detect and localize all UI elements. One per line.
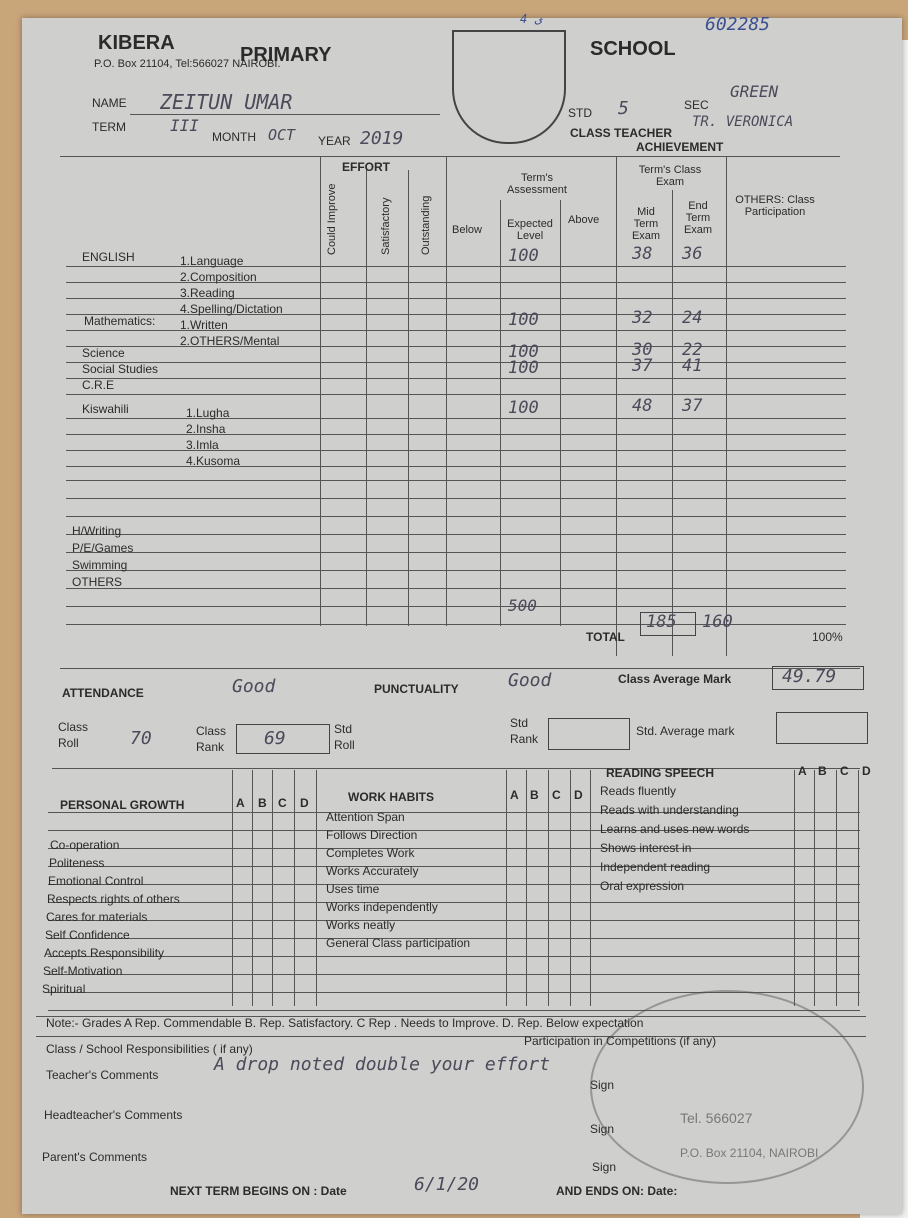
std-value: 5 xyxy=(618,98,629,119)
grade-column-line xyxy=(548,770,549,1006)
reading-speech-item: Independent reading xyxy=(600,860,711,874)
work-habits-title: WORK HABITS xyxy=(348,790,434,804)
reading-speech-item: Shows interest in xyxy=(600,841,692,855)
grade-header: A xyxy=(236,796,245,810)
grade-column-line xyxy=(232,770,233,1006)
attendance-value: Good xyxy=(232,676,276,697)
class-average-label: Class Average Mark xyxy=(618,672,732,686)
table-row-line xyxy=(66,606,846,607)
table-row-line xyxy=(48,920,860,921)
grid-v7 xyxy=(616,156,617,656)
total-label: TOTAL xyxy=(586,630,625,644)
subject-sub: 3.Imla xyxy=(186,438,219,452)
grade-column-line xyxy=(506,770,507,1006)
effort-header: EFFORT xyxy=(342,160,390,174)
personal-growth-item: Self Confidence xyxy=(45,928,130,942)
term-value: III xyxy=(170,116,199,135)
reading-speech-item: Oral expression xyxy=(600,879,685,893)
school-address: P.O. Box 21104, Tel:566027 NAIROBI. xyxy=(94,58,281,70)
table-row-line xyxy=(48,956,860,957)
end-term-value: 37 xyxy=(682,396,703,416)
personal-growth-item: Cares for materials xyxy=(46,910,148,924)
table-row-line xyxy=(66,466,846,467)
mid-term-value: 30 xyxy=(632,340,653,360)
subject-sub: 2.OTHERS/Mental xyxy=(180,334,280,348)
table-row-line xyxy=(66,362,846,363)
grid-v4 xyxy=(446,156,447,626)
table-row-line xyxy=(66,534,846,535)
personal-growth-item: Respects rights of others xyxy=(47,892,180,906)
class-rank-label: Class xyxy=(196,724,227,738)
above-header: Above xyxy=(568,214,600,226)
others-header: OTHERS: Class Participation xyxy=(735,194,815,218)
grades-note: Note:- Grades A Rep. Commendable B. Rep. Satisfactory. C Rep . Needs to Improve. D. Rep. Below expectation xyxy=(46,1016,644,1030)
teacher-comments-label: Teacher's Comments xyxy=(46,1068,159,1082)
subject-group: Social Studies xyxy=(82,362,159,376)
grade-column-line xyxy=(526,770,527,1006)
grade-column-line xyxy=(294,770,295,1006)
table-row-line xyxy=(48,974,860,975)
expected-level-value: 100 xyxy=(508,358,539,378)
grade-column-line xyxy=(814,770,815,1006)
grade-header: C xyxy=(840,764,849,778)
grid-v8 xyxy=(672,190,673,656)
work-habit-item: General Class participation xyxy=(326,936,471,950)
class-roll-label: Roll xyxy=(58,736,79,750)
mid-total: 185 xyxy=(646,612,677,632)
terms-class-exam-header: Term's Class Exam xyxy=(638,164,702,188)
class-rank-value: 69 xyxy=(264,728,286,749)
next-term-label: NEXT TERM BEGINS ON : Date xyxy=(170,1184,347,1198)
month-value: OCT xyxy=(268,126,296,144)
grade-column-line xyxy=(272,770,273,1006)
mid-term-header: Mid Term Exam xyxy=(631,206,661,242)
std-roll-label: Std xyxy=(334,722,353,736)
month-label: MONTH xyxy=(212,130,256,144)
year-value: 2019 xyxy=(360,128,404,149)
parent-comments-label: Parent's Comments xyxy=(42,1150,147,1164)
expected-level-value: 100 xyxy=(508,310,539,330)
std-average-label: Std. Average mark xyxy=(636,724,735,738)
expected-level-header: Expected Level xyxy=(507,218,553,242)
parent-sign-label: Sign xyxy=(592,1160,617,1174)
class-rank-label: Rank xyxy=(196,740,225,754)
work-habit-item: Attention Span xyxy=(326,810,405,824)
extra-subject: P/E/Games xyxy=(72,541,134,555)
subject-group: Science xyxy=(82,346,125,360)
grade-header: D xyxy=(574,788,583,802)
satisfactory-header: Satisfactory xyxy=(380,197,392,255)
subject-group: ENGLISH xyxy=(82,250,135,264)
term-label: TERM xyxy=(92,120,126,134)
grid-v2 xyxy=(366,170,367,626)
table-row-line xyxy=(48,866,860,867)
headteacher-sign-label: Sign xyxy=(590,1122,615,1136)
punctuality-label: PUNCTUALITY xyxy=(374,682,459,696)
below-header: Below xyxy=(452,224,482,236)
class-roll-label: Class xyxy=(58,720,89,734)
std-rank-box xyxy=(548,718,630,750)
std-rank-label: Std xyxy=(510,716,529,730)
mid-term-value: 38 xyxy=(632,244,653,264)
table-row-line xyxy=(66,588,846,589)
subject-group: Kiswahili xyxy=(82,402,129,416)
terms-assessment-header: Term's Assessment xyxy=(507,172,567,196)
stamp-box: P.O. Box 21104, NAIROBI xyxy=(680,1146,819,1160)
grid-v1 xyxy=(320,156,321,626)
expected-level-value: 100 xyxy=(508,246,539,266)
table-row-line xyxy=(66,450,846,451)
subject-group: Mathematics: xyxy=(84,314,156,328)
subject-sub: 2.Composition xyxy=(180,270,257,284)
extra-subject: Swimming xyxy=(72,558,128,572)
top-note: 4 ى xyxy=(520,12,542,26)
table-row-line xyxy=(66,378,846,379)
grade-header: B xyxy=(818,764,827,778)
table-row-line xyxy=(66,570,846,571)
sec-value: GREEN xyxy=(730,82,779,101)
end-term-value: 22 xyxy=(682,340,703,360)
grade-header: A xyxy=(510,788,519,802)
end-term-value: 36 xyxy=(682,244,703,264)
class-roll-value: 70 xyxy=(130,728,152,749)
mid-term-value: 32 xyxy=(632,308,653,328)
expected-level-value: 100 xyxy=(508,342,539,362)
achievement-header: ACHIEVEMENT xyxy=(636,140,724,154)
grade-header: D xyxy=(300,796,309,810)
grade-column-line xyxy=(570,770,571,1006)
end-term-header: End Term Exam xyxy=(683,200,713,236)
section-top-line xyxy=(52,768,860,769)
school-number: 602285 xyxy=(705,14,771,35)
table-row-line xyxy=(48,884,860,885)
percent-total: 100% xyxy=(812,630,843,644)
table-row-line xyxy=(66,480,846,481)
end-term-value: 24 xyxy=(682,308,703,328)
table-row-line xyxy=(66,418,846,419)
work-habit-item: Follows Direction xyxy=(326,828,418,842)
next-term-value: 6/1/20 xyxy=(414,1174,480,1195)
subject-sub: 4.Kusoma xyxy=(186,454,241,468)
responsibilities-label: Class / School Responsibilities ( if any) xyxy=(46,1042,253,1056)
expected-level-value: 100 xyxy=(508,398,539,418)
grade-column-line xyxy=(836,770,837,1006)
year-label: YEAR xyxy=(318,134,351,148)
personal-growth-item: Self-Motivation xyxy=(43,964,123,978)
competitions-label: Participation in Competitions (if any) xyxy=(524,1034,717,1048)
class-average-value: 49.79 xyxy=(782,666,837,687)
reading-speech-item: Reads with understanding xyxy=(600,803,739,817)
work-habit-item: Works neatly xyxy=(326,918,396,932)
sec-label: SEC xyxy=(684,98,709,112)
end-total: 160 xyxy=(702,612,733,632)
name-label: NAME xyxy=(92,96,127,110)
class-teacher-label: CLASS TEACHER xyxy=(570,126,673,140)
school-crest-logo xyxy=(452,30,566,144)
grade-header: C xyxy=(552,788,561,802)
end-term-value: 41 xyxy=(682,356,703,376)
attendance-label: ATTENDANCE xyxy=(62,686,144,700)
subject-sub: 4.Spelling/Dictation xyxy=(180,302,283,316)
grid-v6 xyxy=(560,200,561,626)
table-top-line xyxy=(60,156,840,157)
extra-subject: OTHERS xyxy=(72,575,123,589)
teacher-comments-value: A drop noted double your effort xyxy=(214,1054,550,1075)
work-habit-item: Completes Work xyxy=(326,846,415,860)
grid-v5 xyxy=(500,200,501,626)
table-row-line xyxy=(66,516,846,517)
grade-column-line xyxy=(252,770,253,1006)
work-habit-item: Works independently xyxy=(326,900,438,914)
table-row-line xyxy=(66,434,846,435)
subject-sub: 1.Language xyxy=(180,254,244,268)
personal-growth-item: Politeness xyxy=(49,856,105,870)
expected-total: 500 xyxy=(508,596,537,615)
table-row-line xyxy=(66,552,846,553)
extra-subject: H/Writing xyxy=(72,524,122,538)
table-bottom-line xyxy=(60,668,860,669)
school-name-mid: PRIMARY xyxy=(240,44,332,66)
grade-header: B xyxy=(258,796,267,810)
school-word: SCHOOL xyxy=(590,38,676,60)
subject-sub: 1.Written xyxy=(180,318,228,332)
reading-speech-title: READING SPEECH xyxy=(606,766,715,780)
name-value: ZEITUN UMAR xyxy=(160,90,293,114)
teacher-sign-label: Sign xyxy=(590,1078,615,1092)
grade-header: C xyxy=(278,796,287,810)
name-line xyxy=(130,114,440,115)
grade-column-line xyxy=(858,770,859,1006)
class-teacher-value: TR. VERONICA xyxy=(692,114,794,130)
grade-column-line xyxy=(316,770,317,1006)
outstanding-header: Outstanding xyxy=(420,195,432,255)
table-row-line xyxy=(66,498,846,499)
work-habit-item: Works Accurately xyxy=(326,864,419,878)
stamp-tel: Tel. 566027 xyxy=(680,1110,753,1126)
reading-speech-item: Learns and uses new words xyxy=(600,822,750,836)
mid-term-value: 37 xyxy=(632,356,653,376)
table-row-line xyxy=(66,394,846,395)
table-row-line xyxy=(48,848,860,849)
std-rank-label: Rank xyxy=(510,732,539,746)
personal-growth-title: PERSONAL GROWTH xyxy=(60,798,185,812)
std-average-box xyxy=(776,712,868,744)
grade-column-line xyxy=(590,770,591,1006)
could-improve-header: Could Improve xyxy=(326,183,338,255)
mid-term-value: 48 xyxy=(632,396,653,416)
subject-sub: 2.Insha xyxy=(186,422,226,436)
subject-sub: 1.Lugha xyxy=(186,406,230,420)
personal-growth-item: Co-operation xyxy=(50,838,120,852)
work-habit-item: Uses time xyxy=(326,882,380,896)
punctuality-value: Good xyxy=(508,670,552,691)
ends-on-label: AND ENDS ON: Date: xyxy=(556,1184,678,1198)
headteacher-comments-label: Headteacher's Comments xyxy=(44,1108,183,1122)
school-name-left: KIBERA xyxy=(98,32,175,54)
subject-sub: 3.Reading xyxy=(180,286,235,300)
grade-header: B xyxy=(530,788,539,802)
std-roll-label: Roll xyxy=(334,738,355,752)
std-label: STD xyxy=(568,106,592,120)
grid-v9 xyxy=(726,156,727,656)
personal-growth-item: Accepts Responsibility xyxy=(44,946,165,960)
grade-header: D xyxy=(862,764,871,778)
reading-speech-item: Reads fluently xyxy=(600,784,677,798)
personal-growth-item: Spiritual xyxy=(42,982,86,996)
grade-header: A xyxy=(798,764,807,778)
subject-group: C.R.E xyxy=(82,378,115,392)
grid-v3 xyxy=(408,170,409,626)
grade-column-line xyxy=(794,770,795,1006)
personal-growth-item: Emotional Control xyxy=(48,874,144,888)
